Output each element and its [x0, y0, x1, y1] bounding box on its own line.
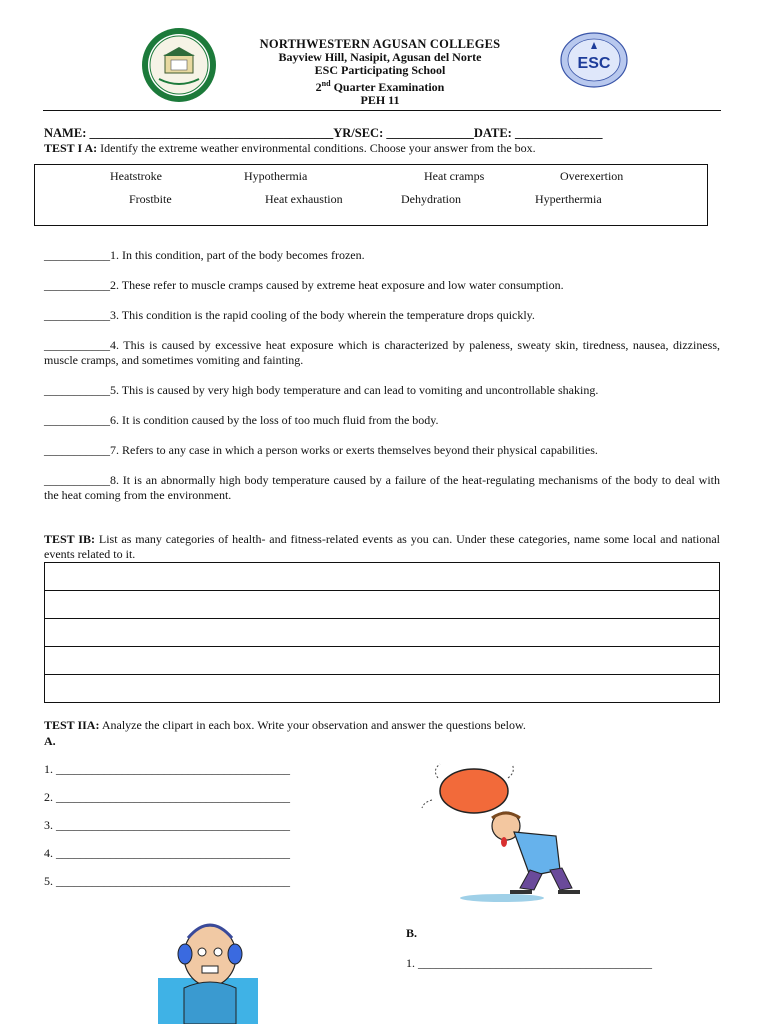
choice-item: Dehydration	[401, 192, 461, 206]
school-name: NORTHWESTERN AGUSAN COLLEGES	[259, 37, 501, 51]
question-item: ___________6. It is condition caused by the loss of too much fluid from the body.	[44, 413, 439, 427]
answer-choices-box	[34, 164, 708, 226]
school-address: Bayview Hill, Nasipit, Agusan del Norte	[278, 50, 482, 64]
yr-sec-label: YR/SEC:	[333, 126, 384, 140]
table-row	[45, 563, 720, 591]
heat-exhaustion-clipart	[410, 758, 600, 904]
events-answer-table	[44, 562, 720, 703]
test1b-instruction: List as many categories of health- and fitness-related events as you can. Under these categories, name some local and national events related to it.	[44, 532, 720, 561]
answer-cell[interactable]	[45, 647, 720, 675]
table-row	[45, 619, 720, 647]
answer-line[interactable]: 1. _______________________________________	[406, 956, 652, 970]
choice-item: Frostbite	[129, 192, 172, 206]
answer-line[interactable]: 4. _______________________________________	[44, 846, 290, 860]
esc-logo-text: ESC	[577, 55, 611, 72]
exam-title	[230, 77, 530, 94]
question-item: ___________8. It is an abnormally high body temperature caused by a failure of the heat-regulating mechanisms of the body to deal with the heat coming from the environment.	[44, 473, 720, 502]
name-blank[interactable]: _______________________________________	[89, 126, 334, 140]
school-participation: ESC Participating School	[314, 63, 446, 77]
question-item: ___________7. Refers to any case in which a person works or exerts themselves beyond their physical capabilities.	[44, 443, 598, 457]
header-divider	[43, 110, 721, 111]
question-item: ___________4. This is caused by excessive heat exposure which is characterized by paleness, sweaty skin, tiredness, nausea, dizziness, muscle cramps, and sometimes vomiting and fainting.	[44, 338, 720, 367]
answer-cell[interactable]	[45, 591, 720, 619]
choice-item: Heat exhaustion	[265, 192, 343, 206]
question-item: ___________3. This condition is the rapid cooling of the body wherein the temperature drops quickly.	[44, 308, 535, 322]
college-seal-logo	[141, 27, 217, 103]
answer-line[interactable]: 2. _______________________________________	[44, 790, 290, 804]
test1b-heading	[44, 532, 720, 562]
test2a-instruction: Analyze the clipart in each box. Write your observation and answer the questions below.	[99, 718, 526, 732]
section-a-label: A.	[44, 734, 56, 748]
choice-item: Hyperthermia	[535, 192, 602, 206]
yr-sec-blank[interactable]: ______________	[386, 126, 474, 140]
answer-cell[interactable]	[45, 675, 720, 703]
test2a-label: TEST IIA:	[44, 718, 100, 732]
hypothermia-clipart	[158, 918, 258, 1024]
section-b-label: B.	[406, 926, 418, 940]
exam-rest: Quarter Examination	[330, 80, 445, 94]
exam-ordinal: 2	[315, 80, 322, 94]
date-blank[interactable]: ______________	[514, 126, 603, 140]
test1a-label: TEST I A:	[44, 141, 98, 155]
subject-code: PEH 11	[360, 93, 400, 107]
table-row	[45, 647, 720, 675]
esc-logo	[560, 32, 628, 88]
answer-cell[interactable]	[45, 563, 720, 591]
table-row	[45, 591, 720, 619]
question-item: ___________1. In this condition, part of the body becomes frozen.	[44, 248, 365, 262]
choice-item: Overexertion	[560, 169, 624, 183]
student-info-line	[44, 126, 724, 141]
answer-line[interactable]: 5. _______________________________________	[44, 874, 290, 888]
test1a-instruction: Identify the extreme weather environmental conditions. Choose your answer from the box.	[97, 141, 536, 155]
test1b-label: TEST IB:	[44, 532, 95, 546]
name-label: NAME:	[44, 126, 87, 140]
answer-cell[interactable]	[45, 619, 720, 647]
choice-item: Heat cramps	[424, 169, 485, 183]
test2a-heading	[44, 718, 526, 733]
school-header	[230, 38, 530, 107]
exam-ordinal-suffix: nd	[321, 79, 331, 88]
question-item: ___________2. These refer to muscle cramps caused by extreme heat exposure and low water consumption.	[44, 278, 564, 292]
choice-item: Heatstroke	[110, 169, 162, 183]
date-label: DATE:	[473, 126, 512, 140]
choice-item: Hypothermia	[244, 169, 308, 183]
test1a-heading	[44, 141, 536, 156]
answer-line[interactable]: 1. _______________________________________	[44, 762, 290, 776]
table-row	[45, 675, 720, 703]
answer-line[interactable]: 3. _______________________________________	[44, 818, 290, 832]
question-item: ___________5. This is caused by very high body temperature and can lead to vomiting and uncontrollable shaking.	[44, 383, 599, 397]
